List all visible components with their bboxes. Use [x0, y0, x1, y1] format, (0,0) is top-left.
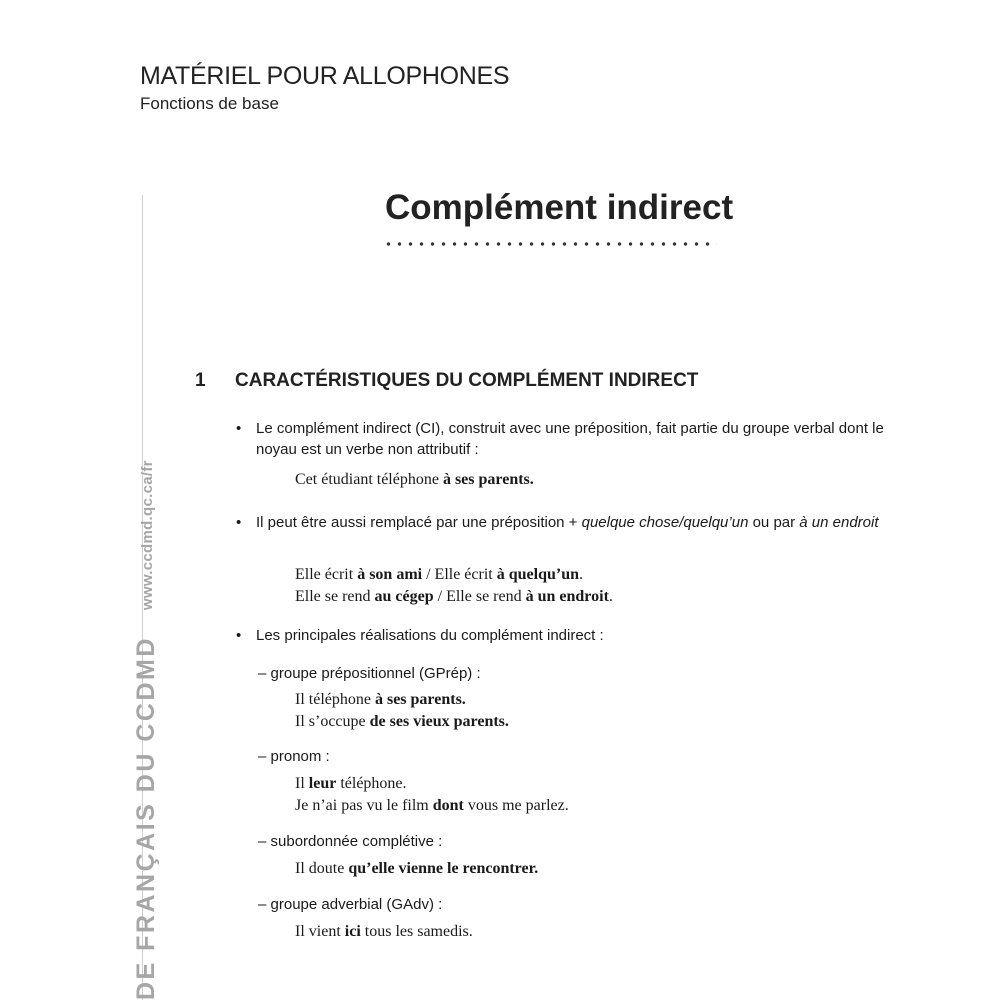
- example-line: Il téléphone à ses parents.: [295, 691, 466, 708]
- example-line: Elle se rend au cégep / Elle se rend à un endroit.: [295, 588, 613, 605]
- section-title: CARACTÉRISTIQUES DU COMPLÉMENT INDIRECT: [235, 370, 699, 391]
- dash-marker: –: [258, 665, 267, 682]
- sidebar-vertical-text: [132, 460, 161, 1000]
- bullet-item-1: [236, 418, 906, 460]
- bullet-text: Les principales réalisations du complément indirect :: [256, 627, 604, 644]
- header-title: MATÉRIEL POUR ALLOPHONES: [140, 62, 510, 90]
- bullet-item-2: [236, 512, 906, 533]
- bullet-marker: •: [236, 627, 242, 644]
- header-subtitle: Fonctions de base: [140, 94, 279, 113]
- example-line: Il leur téléphone.: [295, 775, 407, 792]
- realisation-pronom: [258, 746, 330, 767]
- realisation-subordonnee: [258, 831, 442, 852]
- bullet-item-3: [236, 625, 906, 646]
- realisation-label: groupe adverbial (GAdv) :: [270, 896, 443, 913]
- sidebar-url: www.ccdmd.qc.ca/fr: [139, 460, 156, 611]
- bullet-text: Il peut être aussi remplacé par une préposition + quelque chose/quelqu’un ou par à un endroit: [256, 514, 879, 531]
- dash-marker: –: [258, 748, 267, 765]
- page-title: Complément indirect: [385, 188, 734, 227]
- section-number: 1: [195, 370, 206, 391]
- bullet-text: Le complément indirect (CI), construit avec une préposition, fait partie du groupe verbal dont le noyau est un verbe non attributif :: [256, 420, 884, 458]
- dash-marker: –: [258, 896, 267, 913]
- sidebar-org: DE FRANÇAIS DU CCDMD: [132, 636, 160, 1000]
- example-line: Je n’ai pas vu le film dont vous me parlez.: [295, 797, 569, 814]
- realisation-gadv: [258, 894, 442, 915]
- example-line: Il vient ici tous les samedis.: [295, 923, 473, 940]
- example-line: Il s’occupe de ses vieux parents.: [295, 713, 509, 730]
- realisation-label: groupe prépositionnel (GPrép) :: [270, 665, 481, 682]
- example-line: Cet étudiant téléphone à ses parents.: [295, 471, 534, 488]
- title-dotted-underline: [383, 241, 717, 247]
- bullet-marker: •: [236, 420, 242, 437]
- example-line: Il doute qu’elle vienne le rencontrer.: [295, 860, 539, 877]
- bullet-marker: •: [236, 514, 242, 531]
- dash-marker: –: [258, 833, 267, 850]
- realisation-gprep: [258, 663, 481, 684]
- example-line: Elle écrit à son ami / Elle écrit à quelqu’un.: [295, 566, 583, 583]
- realisation-label: subordonnée complétive :: [270, 833, 443, 850]
- realisation-label: pronom :: [270, 748, 330, 765]
